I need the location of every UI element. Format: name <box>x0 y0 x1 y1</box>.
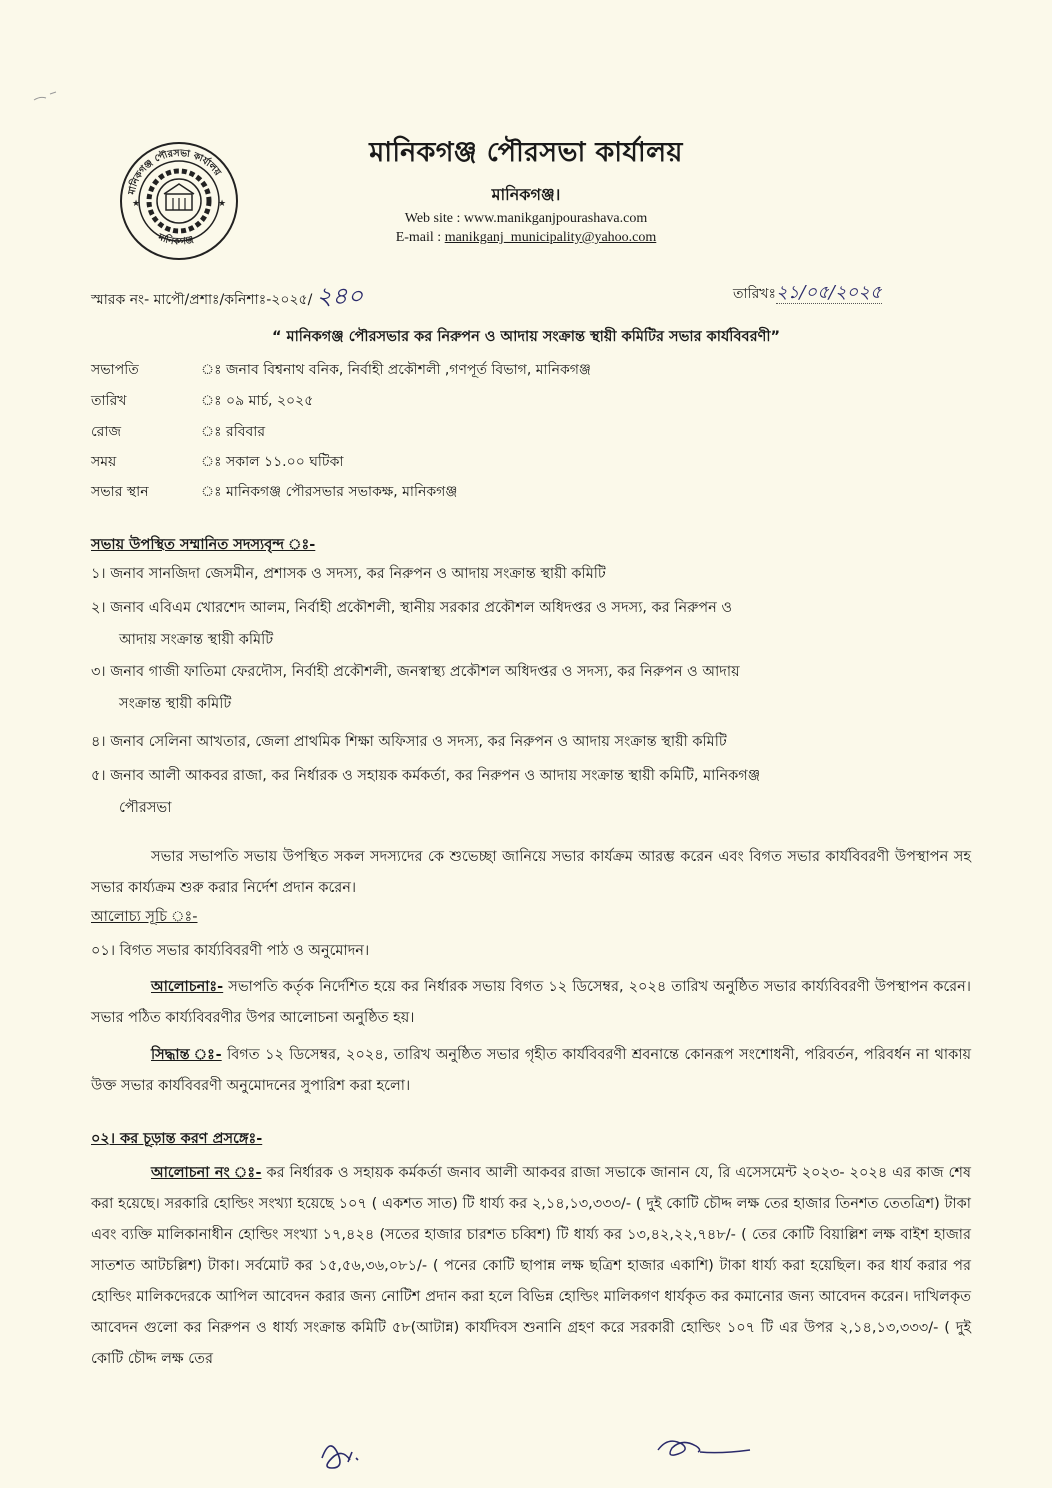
memo-date <box>733 278 882 309</box>
website-url[interactable]: www.manikganjpourashava.com <box>463 211 648 226</box>
members-title: সভায় উপস্থিত সম্মানিত সদস্যবৃন্দ ঃ- <box>91 537 316 553</box>
agenda2-discussion <box>91 1158 971 1375</box>
agenda1-title: ০১। বিগত সভার কার্য্যবিবরণী পাঠ ও অনুমোদন। <box>91 943 370 959</box>
member-line-cont: আদায় সংক্রান্ত স্থায়ী কমিটি <box>119 632 274 648</box>
meeting-info-label: সময় <box>91 454 117 470</box>
meeting-info-venue <box>91 480 457 504</box>
opening-paragraph <box>91 842 971 904</box>
handwritten-signature-2 <box>650 1430 760 1466</box>
document-heading: “ মানিকগঞ্জ পৌরসভার কর নিরুপন ও আদায় সংক্রান্ত স্থায়ী কমিটির সভার কার্যবিবরণী” <box>271 329 781 345</box>
decision-text: বিগত ১২ ডিসেম্বর, ২০২৪, তারিখ অনুষ্ঠিত সভার গৃহীত কার্যবিবরণী শ্রবনান্তে কোনরূপ সংশোধনী, পরিবর্তন, পরিবর্ধন না থাকায় উক্ত সভার কার্যবিবরণী অনুমোদনের সুপারিশ করা হলো। <box>91 1047 971 1094</box>
meeting-info-value: ঃ রবিবার <box>201 424 266 440</box>
memo-label: স্মারক নং- মাপৌ/প্রশাঃ/কনিশাঃ-২০২৫/ <box>91 292 313 308</box>
agenda2-title: ০২। কর চূড়ান্ত করণ প্রসঙ্গেঃ- <box>91 1131 263 1147</box>
meeting-info-value: ঃ ০৯ মার্চ, ২০২৫ <box>201 393 314 409</box>
member-line-cont: সংক্রান্ত স্থায়ী কমিটি <box>119 696 232 712</box>
office-title: মানিকগঞ্জ পৌরসভা কার্যালয় <box>369 137 683 168</box>
meeting-info-label: রোজ <box>91 424 121 440</box>
agenda1-decision <box>91 1040 971 1102</box>
member-line: ৫। জনাব আলী আকবর রাজা, কর নির্ধারক ও সহায়ক কর্মকর্তা, কর নিরুপন ও আদায় সংক্রান্ত স্থায়ী কমিটি, মানিকগঞ্জ <box>91 768 761 784</box>
member-item-1 <box>91 558 971 590</box>
scan-speck-mark <box>28 88 68 108</box>
meeting-info-label: সভাপতি <box>91 362 139 378</box>
discussion-text: কর নির্ধারক ও সহায়ক কর্মকর্তা জনাব আলী আকবর রাজা সভাকে জানান যে, রি এসেসমেন্ট ২০২৩- ২০২৪ এর কাজ শেষ করা হয়েছে। সরকারি হোল্ডিং সংখ্যা হয়েছে ১০৭ ( একশত সাত) টি ধার্য্য কর ২,১৪,১৩,৩৩৩/- ( দুই কোটি চৌদ্দ লক্ষ তের হাজার তিনশত তেতত্রিশ) টাকা এবং ব্যক্তি মালিকানাধীন হোল্ডিং সংখ্যা ১৭,৪২৪ (সতের হাজার চারশত চব্বিশ) টি ধার্য্য কর ১৩,৪২,২২,৭৪৮/- ( তের কোটি বিয়াল্লিশ লক্ষ বাইশ হাজার সাতশত আটচল্লিশ) টাকা। সর্বমোট কর ১৫,৫৬,৩৬,০৮১/- ( পনের কোটি ছাপান্ন লক্ষ ছত্রিশ হাজার একাশি) টাকা ধার্য্য করা হয়েছিল। কর ধার্য করার পর হোল্ডিং মালিকদেরকে আপিল আবেদন করার জন্য নোটিশ প্রদান করা হলে বিভিন্ন হোল্ডিং মালিকগণ ধার্যকৃত কর কমানোর জন্য আবেদন করেন। দাখিলকৃত আবেদন গুলো কর নিরুপন ও ধার্য্য সংক্রান্ত কমিটি ৫৮(আটান্ন) কার্যদিবস শুনানি গ্রহণ করে সরকারী হোল্ডিং ১০৭ টি এর উপর ২,১৪,১৩,৩৩৩/- ( দুই কোটি চৌদ্দ লক্ষ তের <box>91 1165 971 1367</box>
meeting-info-value: ঃ সকাল ১১.০০ ঘটিকা <box>201 454 344 470</box>
agenda1-discussion <box>91 972 971 1034</box>
member-item-5 <box>91 760 971 824</box>
meeting-info-date <box>91 389 313 413</box>
member-item-3 <box>91 656 971 720</box>
email-label: E-mail : <box>395 230 445 245</box>
meeting-info-time <box>91 450 343 474</box>
handwritten-initial-1 <box>312 1428 372 1476</box>
date-label: তারিখঃ <box>733 286 776 302</box>
meeting-info-value: ঃ মানিকগঞ্জ পৌরসভার সভাকক্ষ, মানিকগঞ্জ <box>201 484 458 500</box>
svg-text:মানিকগঞ্জ পৌরসভা কার্যালয়: মানিকগঞ্জ পৌরসভা কার্যালয় <box>126 147 223 196</box>
svg-text:মানিকগঞ্জ: মানিকগঞ্জ <box>156 231 195 248</box>
opening-text: সভার সভাপতি সভায় উপস্থিত সকল সদস্যদের কে শুভেচ্ছা জানিয়ে সভার কার্যক্রম আরম্ভ করেন এবং বিগত সভার কার্যবিবরণী উপস্থাপন সহ সভার কার্য্যক্রম শুরু করার নির্দেশ প্রদান করেন। <box>91 849 971 896</box>
meeting-info-label: সভার স্থান <box>91 484 149 500</box>
member-line: ৪। জনাব সেলিনা আখতার, জেলা প্রাথমিক শিক্ষা অফিসার ও সদস্য, কর নিরুপন ও আদায় সংক্রান্ত স্থায়ী কমিটি <box>91 734 727 750</box>
member-item-2 <box>91 592 971 656</box>
memo-number-handwritten: ২৪০ <box>316 282 364 310</box>
email-address[interactable]: manikganj_municipality@yahoo.com <box>444 230 657 245</box>
discussion-label: আলোচনা নং ঃ- <box>151 1165 262 1181</box>
member-line: ২। জনাব এবিএম খোরশেদ আলম, নির্বাহী প্রকৌশলী, স্থানীয় সরকার প্রকৌশল অধিদপ্তর ও সদস্য, কর নিরুপন ও <box>91 600 733 616</box>
email-line <box>0 230 1052 246</box>
website-label: Web site : <box>404 211 464 226</box>
meeting-info-chair <box>91 358 591 382</box>
meeting-info-value: ঃ জনাব বিশ্বনাথ বনিক, নির্বাহী প্রকৌশলী ,গণপূর্ত বিভাগ, মানিকগঞ্জ <box>201 362 591 378</box>
svg-text:★: ★ <box>132 199 141 209</box>
member-line: ৩। জনাব গাজী ফাতিমা ফেরদৌস, নির্বাহী প্রকৌশলী, জনস্বাস্থ্য প্রকৌশল অধিদপ্তর ও সদস্য, কর নিরুপন ও আদায় <box>91 664 740 680</box>
member-line: ১। জনাব সানজিদা জেসমীন, প্রশাসক ও সদস্য, কর নিরুপন ও আদায় সংক্রান্ত স্থায়ী কমিটি <box>91 566 606 582</box>
decision-label: সিদ্ধান্ত ঃ- <box>151 1047 222 1063</box>
discussion-label: আলোচনাঃ- <box>151 979 224 995</box>
member-line-cont: পৌরসভা <box>119 800 172 816</box>
date-handwritten: ২১/০৫/২০২৫ <box>775 282 882 303</box>
svg-text:★: ★ <box>218 199 227 209</box>
office-town: মানিকগঞ্জ। <box>491 185 561 204</box>
member-item-4 <box>91 726 971 758</box>
meeting-info-day <box>91 420 265 444</box>
agenda-title: আলোচ্য সূচি ঃ- <box>91 909 198 925</box>
memo-reference <box>91 278 363 318</box>
discussion-text: সভাপতি কর্তৃক নির্দেশিত হয়ে কর নির্ধারক সভায় বিগত ১২ ডিসেম্বর, ২০২৪ তারিখ অনুষ্ঠিত সভার কার্য্যবিবরণী উপস্থাপন করেন। সভার পঠিত কার্য্যবিবরণীর উপর আলোচনা অনুষ্ঠিত হয়। <box>91 979 971 1026</box>
meeting-info-label: তারিখ <box>91 393 127 409</box>
website-line <box>0 211 1052 227</box>
